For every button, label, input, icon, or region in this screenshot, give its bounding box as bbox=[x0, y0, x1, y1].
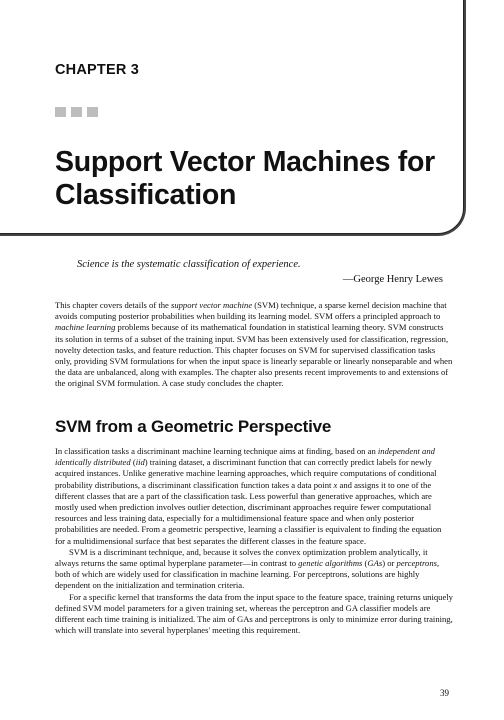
chapter-title: Support Vector Machines for Classification bbox=[55, 146, 435, 211]
italic-run: GAs bbox=[367, 558, 383, 569]
section-paragraph-3 bbox=[55, 592, 453, 637]
decor-square-1 bbox=[55, 107, 66, 117]
italic-run: machine learning bbox=[55, 322, 116, 333]
epigraph-attribution: —George Henry Lewes bbox=[342, 274, 443, 285]
section-paragraph-1 bbox=[55, 446, 453, 547]
italic-run: support vector machine bbox=[170, 300, 253, 310]
decor-square-2 bbox=[71, 107, 82, 117]
text-run: (SVM) technique, a sparse kernel decision machine that avoids computing posterior probabilities when building its learning model. SVM offers a principled approach to bbox=[55, 300, 447, 322]
chapter-label: CHAPTER 3 bbox=[55, 62, 139, 78]
text-run: ) or bbox=[382, 558, 397, 569]
epigraph-quote: Science is the systematic classification of experience. bbox=[77, 259, 301, 270]
italic-run: independent and identically distributed bbox=[55, 446, 435, 468]
section-body bbox=[55, 446, 453, 636]
text-run: ( bbox=[362, 558, 368, 569]
text-run: ( bbox=[130, 457, 136, 468]
italic-run: x bbox=[333, 479, 338, 490]
italic-run: perceptrons bbox=[396, 558, 437, 569]
text-run: SVM is a discriminant technique, and, because it solves the convex optimization problem analytically, it always returns the same optimal hyperplane parameter—in contrast to bbox=[55, 546, 428, 569]
italic-run: genetic algorithms bbox=[298, 558, 363, 569]
text-run: and assigns it to one of the different classes that are a part of the classification task. Less powerful than generative approaches, which are mostly used when prediction involves outlier detection, discriminant approaches require fewer computational resources and less training data, especially for a multidimensional feature space and when only posterior probabilities are needed. From a geometric perspective, learning a classifier is equivalent to finding the equation for a multidimensional surface that best separates the different classes in the feature space. bbox=[55, 479, 442, 546]
text-run: , both of which are widely used for classification in machine learning. For perceptrons, solutions are highly dependent on the initialization and termination criteria. bbox=[55, 558, 440, 591]
text-run: ) training dataset, a discriminant function that can correctly predict labels for newly acquired instances. Unlike generative machine learning approaches, which require computations of conditional probability distributions, a discriminant classification function takes a data point bbox=[55, 457, 437, 490]
text-run: problems because of its mathematical foundation in statistical learning theory. SVM constructs its solution in terms of a subset of the training input. SVM has been extensively used for classification, regression, novelty detection tasks, and feature reduction. This chapter focuses on SVM for supervised classification tasks only, providing SVM formulations for when the input space is linearly separable or linearly nonseparable and when the data are unbalanced, along with examples. The chapter also presents recent improvements to and extensions of the original SVM formulation. A case study concludes the chapter. bbox=[55, 322, 453, 389]
decor-square-3 bbox=[87, 107, 98, 117]
text-run: For a specific kernel that transforms the data from the input space to the feature space, training returns uniquely defined SVM model parameters for a given training set, whereas the perceptron and GA classifier models are different each time training is initialized. The aim of GAs and perceptrons is only to minimize error during training, which will translate into several hyperplanes' meeting this requirement. bbox=[55, 591, 453, 636]
intro-paragraph bbox=[55, 300, 453, 390]
text-run: In classification tasks a discriminant machine learning technique aims at finding, based on an bbox=[55, 446, 378, 456]
page-number: 39 bbox=[440, 688, 449, 698]
intro-paragraph-text bbox=[55, 300, 453, 390]
decorative-squares bbox=[55, 107, 98, 117]
text-run: This chapter covers details of the bbox=[55, 300, 171, 310]
section-heading: SVM from a Geometric Perspective bbox=[55, 417, 332, 436]
italic-run: iid bbox=[135, 457, 145, 468]
section-paragraph-2 bbox=[55, 547, 453, 592]
